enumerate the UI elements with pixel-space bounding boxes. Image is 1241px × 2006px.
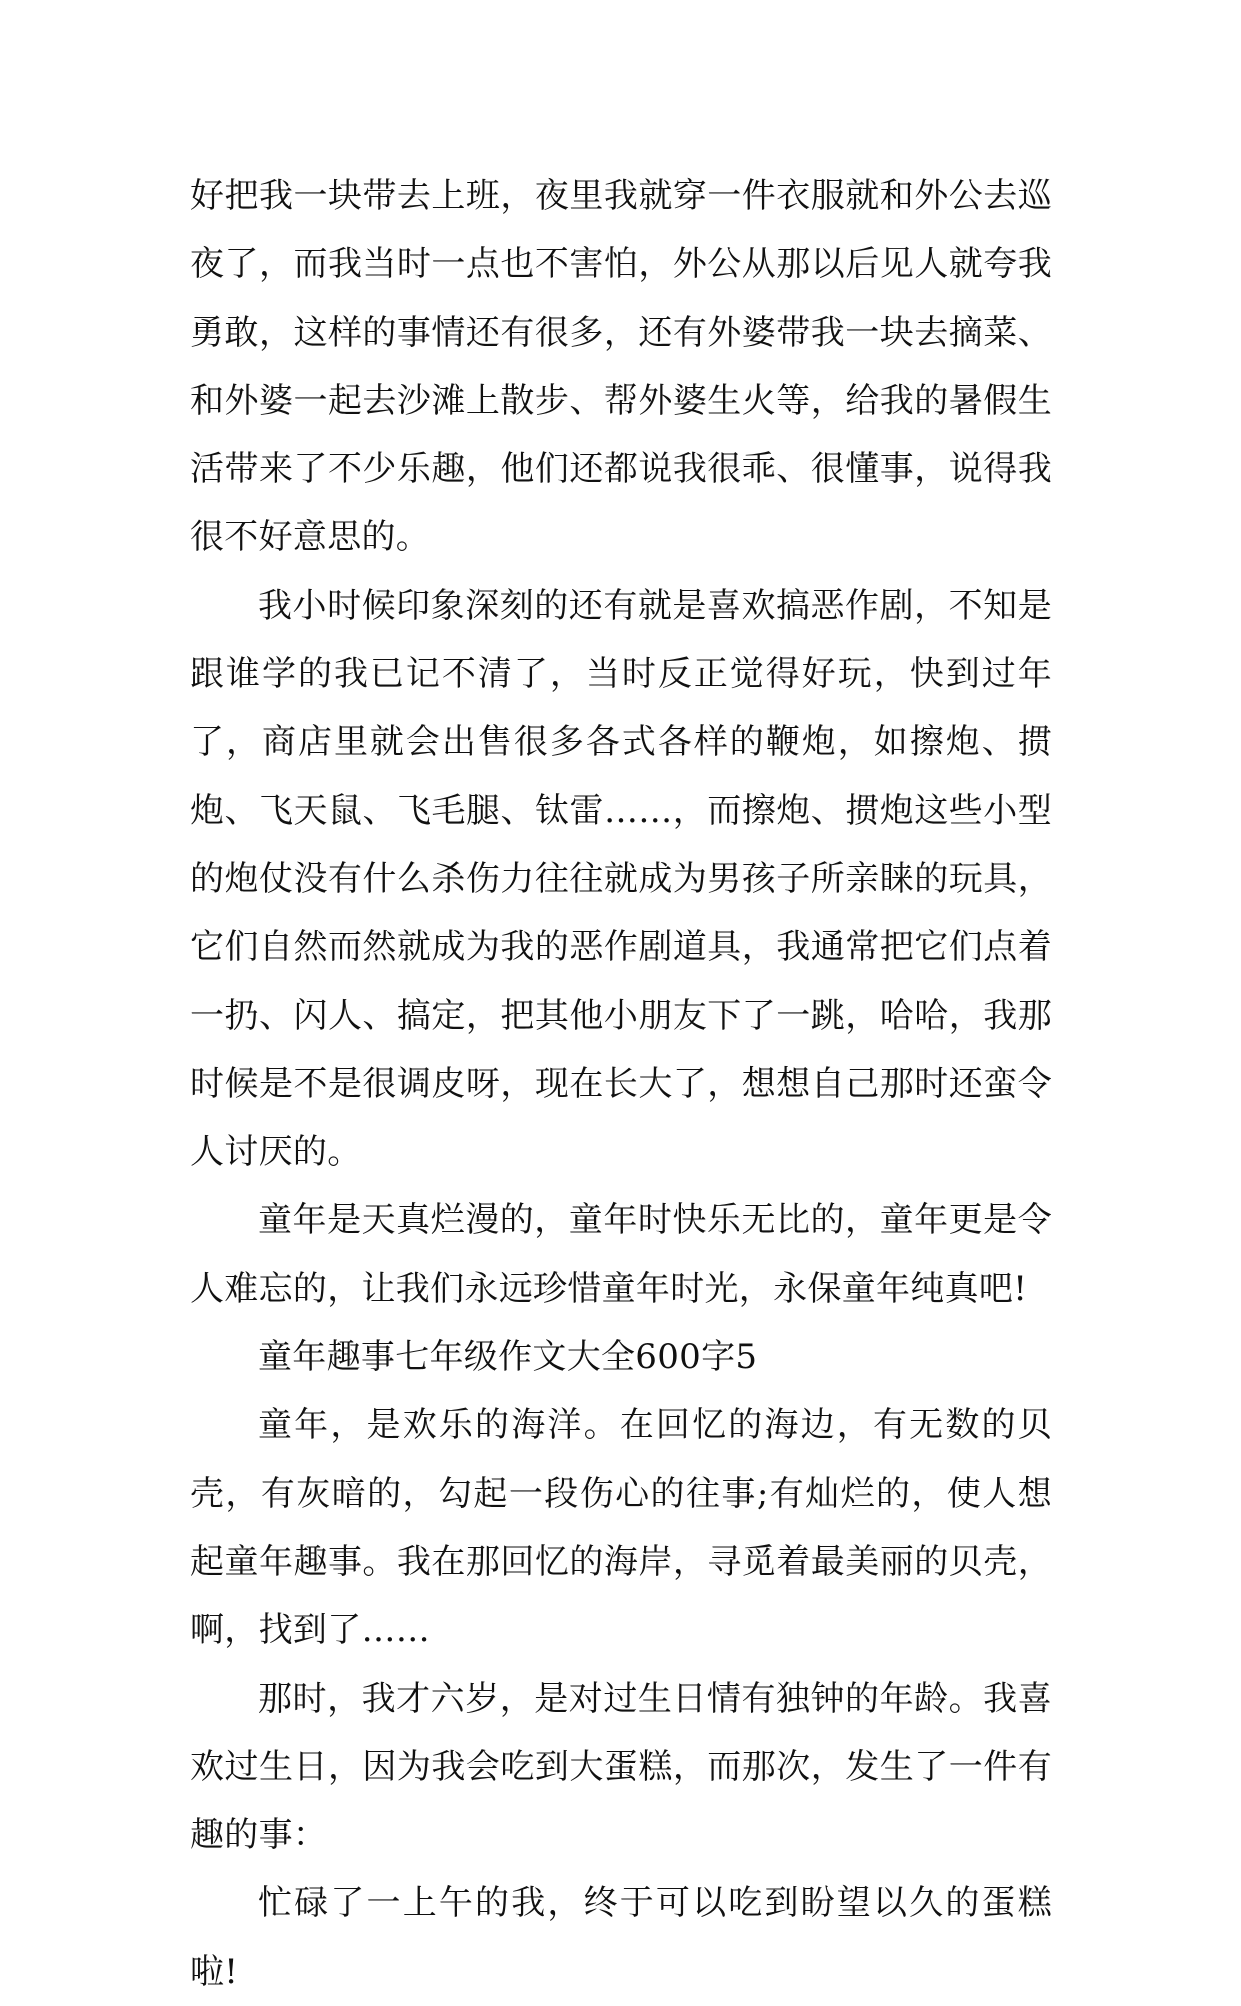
- essay-heading: 童年趣事七年级作文大全600字5: [258, 1337, 758, 1378]
- paragraph-birthday: 那时，我才六岁，是对过生日情有独钟的年龄。我喜欢过生日，因为我会吃到大蛋糕，而那次，发生了一件有趣的事：: [190, 1678, 1052, 1856]
- document-body: [190, 162, 1052, 2006]
- paragraph-pranks: 我小时候印象深刻的还有就是喜欢搞恶作剧，不知是跟谁学的我已记不清了，当时反正觉得好玩，快到过年了，商店里就会出售很多各式各样的鞭炮，如擦炮、掼炮、飞天鼠、飞毛腿、钛雷……，而擦炮、掼炮这些小型的炮仗没有什么杀伤力往往就成为男孩子所亲睐的玩具，它们自然而然就成为我的恶作剧道具，我通常把它们点着一扔、闪人、搞定，把其他小朋友下了一跳，哈哈，我那时候是不是很调皮呀，现在长大了，想想自己那时还蛮令人讨厌的。: [190, 585, 1052, 1173]
- paragraph-continued-summer-story: 好把我一块带去上班，夜里我就穿一件衣服就和外公去巡夜了，而我当时一点也不害怕，外公从那以后见人就夸我勇敢，这样的事情还有很多，还有外婆带我一块去摘菜、和外婆一起去沙滩上散步、帮外婆生火等，给我的暑假生活带来了不少乐趣，他们还都说我很乖、很懂事，说得我很不好意思的。: [190, 176, 1052, 558]
- paragraph-childhood-ocean: 童年，是欢乐的海洋。在回忆的海边，有无数的贝壳，有灰暗的，勾起一段伤心的往事;有灿烂的，使人想起童年趣事。我在那回忆的海岸，寻觅着最美丽的贝壳，啊，找到了……: [190, 1405, 1052, 1651]
- paragraph-conclusion: 童年是天真烂漫的，童年时快乐无比的，童年更是令人难忘的，让我们永远珍惜童年时光，永保童年纯真吧!: [190, 1200, 1052, 1309]
- paragraph-cake: 忙碌了一上午的我，终于可以吃到盼望以久的蛋糕啦!: [190, 1883, 1052, 1992]
